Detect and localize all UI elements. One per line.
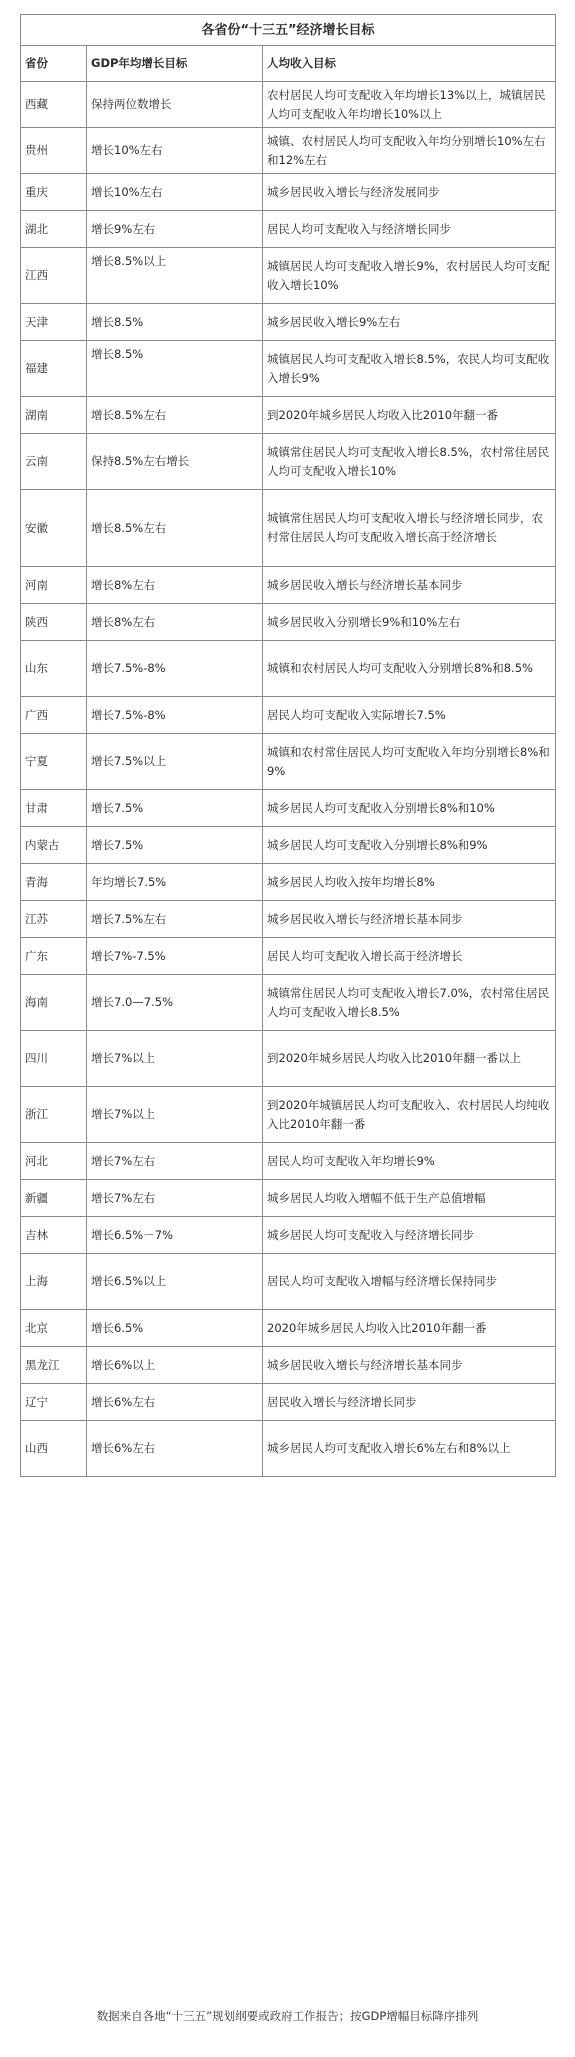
table-row	[21, 341, 556, 397]
income-target-cell: 农村居民人均可支配收入年均增长13%以上，城镇居民人均可支配收入年均增长10%以上	[263, 82, 556, 128]
province-cell: 江苏	[21, 901, 87, 938]
gdp-target-cell: 增长9%左右	[87, 211, 263, 248]
gdp-target-cell: 保持两位数增长	[87, 82, 263, 128]
income-target-cell: 到2020年城镇居民人均可支配收入、农村居民人均纯收入比2010年翻一番	[263, 1087, 556, 1143]
income-target-cell: 城乡居民人均可支配收入分别增长8%和10%	[263, 790, 556, 827]
province-cell: 重庆	[21, 174, 87, 211]
gdp-target-cell: 增长7%以上	[87, 1031, 263, 1087]
table-row	[21, 211, 556, 248]
income-target-cell: 到2020年城乡居民人均收入比2010年翻一番以上	[263, 1031, 556, 1087]
province-cell: 浙江	[21, 1087, 87, 1143]
province-cell: 四川	[21, 1031, 87, 1087]
table-row	[21, 1421, 556, 1477]
province-cell: 安徽	[21, 490, 87, 567]
table-row	[21, 397, 556, 434]
province-cell: 河北	[21, 1143, 87, 1180]
table-row	[21, 1217, 556, 1254]
income-target-cell: 居民人均可支配收入与经济增长同步	[263, 211, 556, 248]
table-title: 各省份“十三五”经济增长目标	[21, 15, 556, 46]
income-target-cell: 城乡居民人均收入按年均增长8%	[263, 864, 556, 901]
gdp-target-cell: 增长8.5%左右	[87, 397, 263, 434]
table-row	[21, 901, 556, 938]
source-footnote: 数据来自各地“十三五”规划纲要或政府工作报告；按GDP增幅目标降序排列	[96, 2009, 479, 2023]
table-row	[21, 1031, 556, 1087]
province-cell: 西藏	[21, 82, 87, 128]
gdp-target-cell: 增长7.5%以上	[87, 734, 263, 790]
gdp-target-cell: 增长6.5%以上	[87, 1254, 263, 1310]
income-target-cell: 城镇居民人均可支配收入增长8.5%，农民人均可支配收入增长9%	[263, 341, 556, 397]
gdp-target-cell: 增长8.5%	[87, 304, 263, 341]
gdp-target-cell: 增长7%左右	[87, 1180, 263, 1217]
gdp-target-cell: 增长10%左右	[87, 128, 263, 174]
gdp-target-cell: 增长7%以上	[87, 1087, 263, 1143]
income-target-cell: 城镇和农村居民人均可支配收入分别增长8%和8.5%	[263, 641, 556, 697]
gdp-target-cell: 增长7.5%	[87, 827, 263, 864]
province-cell: 云南	[21, 434, 87, 490]
gdp-target-cell: 增长7%-7.5%	[87, 938, 263, 975]
income-target-cell: 城镇、农村居民人均可支配收入年均分别增长10%左右和12%左右	[263, 128, 556, 174]
table-row	[21, 938, 556, 975]
income-target-cell: 城乡居民收入增长与经济增长基本同步	[263, 1347, 556, 1384]
province-cell: 广东	[21, 938, 87, 975]
income-target-cell: 城乡居民人均可支配收入分别增长8%和9%	[263, 827, 556, 864]
income-target-cell: 城镇常住居民人均可支配收入增长8.5%，农村常住居民人均可支配收入增长10%	[263, 434, 556, 490]
gdp-target-cell: 增长6%以上	[87, 1347, 263, 1384]
income-target-cell: 居民收入增长与经济增长同步	[263, 1384, 556, 1421]
table-row	[21, 827, 556, 864]
province-cell: 江西	[21, 248, 87, 304]
income-target-cell: 2020年城乡居民人均收入比2010年翻一番	[263, 1310, 556, 1347]
gdp-target-cell: 年均增长7.5%	[87, 864, 263, 901]
province-cell: 甘肃	[21, 790, 87, 827]
table-row	[21, 975, 556, 1031]
gdp-target-cell: 增长6.5%－7%	[87, 1217, 263, 1254]
province-cell: 北京	[21, 1310, 87, 1347]
table-row	[21, 1254, 556, 1310]
header-gdp-target: GDP年均增长目标	[87, 46, 263, 82]
income-target-cell: 城乡居民人均可支配收入与经济增长同步	[263, 1217, 556, 1254]
income-target-cell: 居民人均可支配收入增幅与经济增长保持同步	[263, 1254, 556, 1310]
income-target-cell: 城镇居民人均可支配收入增长9%，农村居民人均可支配收入增长10%	[263, 248, 556, 304]
table-row	[21, 1347, 556, 1384]
table-row	[21, 1087, 556, 1143]
province-cell: 山东	[21, 641, 87, 697]
header-row	[21, 46, 556, 82]
table-row	[21, 604, 556, 641]
gdp-target-cell: 增长8%左右	[87, 604, 263, 641]
header-income-target: 人均收入目标	[263, 46, 556, 82]
income-target-cell: 居民人均可支配收入增长高于经济增长	[263, 938, 556, 975]
table-row	[21, 174, 556, 211]
gdp-target-cell: 增长8.5%左右	[87, 490, 263, 567]
income-target-cell: 城乡居民收入增长与经济发展同步	[263, 174, 556, 211]
province-cell: 上海	[21, 1254, 87, 1310]
gdp-target-cell: 增长8.5%以上	[87, 248, 263, 304]
province-cell: 内蒙古	[21, 827, 87, 864]
income-target-cell: 城镇常住居民人均可支配收入增长7.0%，农村常住居民人均可支配收入增长8.5%	[263, 975, 556, 1031]
growth-targets-sheet	[20, 14, 555, 1477]
province-cell: 陕西	[21, 604, 87, 641]
province-cell: 湖南	[21, 397, 87, 434]
province-cell: 辽宁	[21, 1384, 87, 1421]
province-cell: 广西	[21, 697, 87, 734]
gdp-target-cell: 增长8.5%	[87, 341, 263, 397]
income-target-cell: 城乡居民收入增长9%左右	[263, 304, 556, 341]
province-cell: 山西	[21, 1421, 87, 1477]
table-row	[21, 82, 556, 128]
province-cell: 河南	[21, 567, 87, 604]
gdp-target-cell: 保持8.5%左右增长	[87, 434, 263, 490]
province-cell: 青海	[21, 864, 87, 901]
gdp-target-cell: 增长6.5%	[87, 1310, 263, 1347]
header-province: 省份	[21, 46, 87, 82]
income-target-cell: 居民人均可支配收入年均增长9%	[263, 1143, 556, 1180]
province-cell: 新疆	[21, 1180, 87, 1217]
title-row	[21, 15, 556, 46]
province-cell: 海南	[21, 975, 87, 1031]
gdp-target-cell: 增长7.0—7.5%	[87, 975, 263, 1031]
income-target-cell: 城乡居民人均可支配收入增长6%左右和8%以上	[263, 1421, 556, 1477]
gdp-target-cell: 增长7.5%	[87, 790, 263, 827]
table-row	[21, 490, 556, 567]
gdp-target-cell: 增长6%左右	[87, 1421, 263, 1477]
table-row	[21, 734, 556, 790]
income-target-cell: 城乡居民收入分别增长9%和10%左右	[263, 604, 556, 641]
table-row	[21, 1310, 556, 1347]
table-row	[21, 864, 556, 901]
gdp-target-cell: 增长6%左右	[87, 1384, 263, 1421]
income-target-cell: 城乡居民收入增长与经济增长基本同步	[263, 567, 556, 604]
gdp-target-cell: 增长7.5%-8%	[87, 697, 263, 734]
province-cell: 湖北	[21, 211, 87, 248]
province-cell: 贵州	[21, 128, 87, 174]
gdp-target-cell: 增长8%左右	[87, 567, 263, 604]
income-target-cell: 城镇和农村常住居民人均可支配收入年均分别增长8%和9%	[263, 734, 556, 790]
growth-targets-table	[20, 14, 556, 1477]
province-cell: 福建	[21, 341, 87, 397]
province-cell: 吉林	[21, 1217, 87, 1254]
income-target-cell: 城镇常住居民人均可支配收入增长与经济增长同步，农村常住居民人均可支配收入增长高于经济增长	[263, 490, 556, 567]
table-row	[21, 1180, 556, 1217]
table-row	[21, 248, 556, 304]
gdp-target-cell: 增长7.5%左右	[87, 901, 263, 938]
income-target-cell: 到2020年城乡居民人均收入比2010年翻一番	[263, 397, 556, 434]
income-target-cell: 城乡居民人均收入增幅不低于生产总值增幅	[263, 1180, 556, 1217]
table-row	[21, 641, 556, 697]
table-row	[21, 304, 556, 341]
gdp-target-cell: 增长7.5%-8%	[87, 641, 263, 697]
province-cell: 黑龙江	[21, 1347, 87, 1384]
table-row	[21, 1143, 556, 1180]
gdp-target-cell: 增长10%左右	[87, 174, 263, 211]
table-row	[21, 697, 556, 734]
gdp-target-cell: 增长7%左右	[87, 1143, 263, 1180]
table-row	[21, 1384, 556, 1421]
province-cell: 天津	[21, 304, 87, 341]
table-row	[21, 790, 556, 827]
province-cell: 宁夏	[21, 734, 87, 790]
table-row	[21, 567, 556, 604]
table-row	[21, 434, 556, 490]
income-target-cell: 居民人均可支配收入实际增长7.5%	[263, 697, 556, 734]
income-target-cell: 城乡居民收入增长与经济增长基本同步	[263, 901, 556, 938]
table-row	[21, 128, 556, 174]
